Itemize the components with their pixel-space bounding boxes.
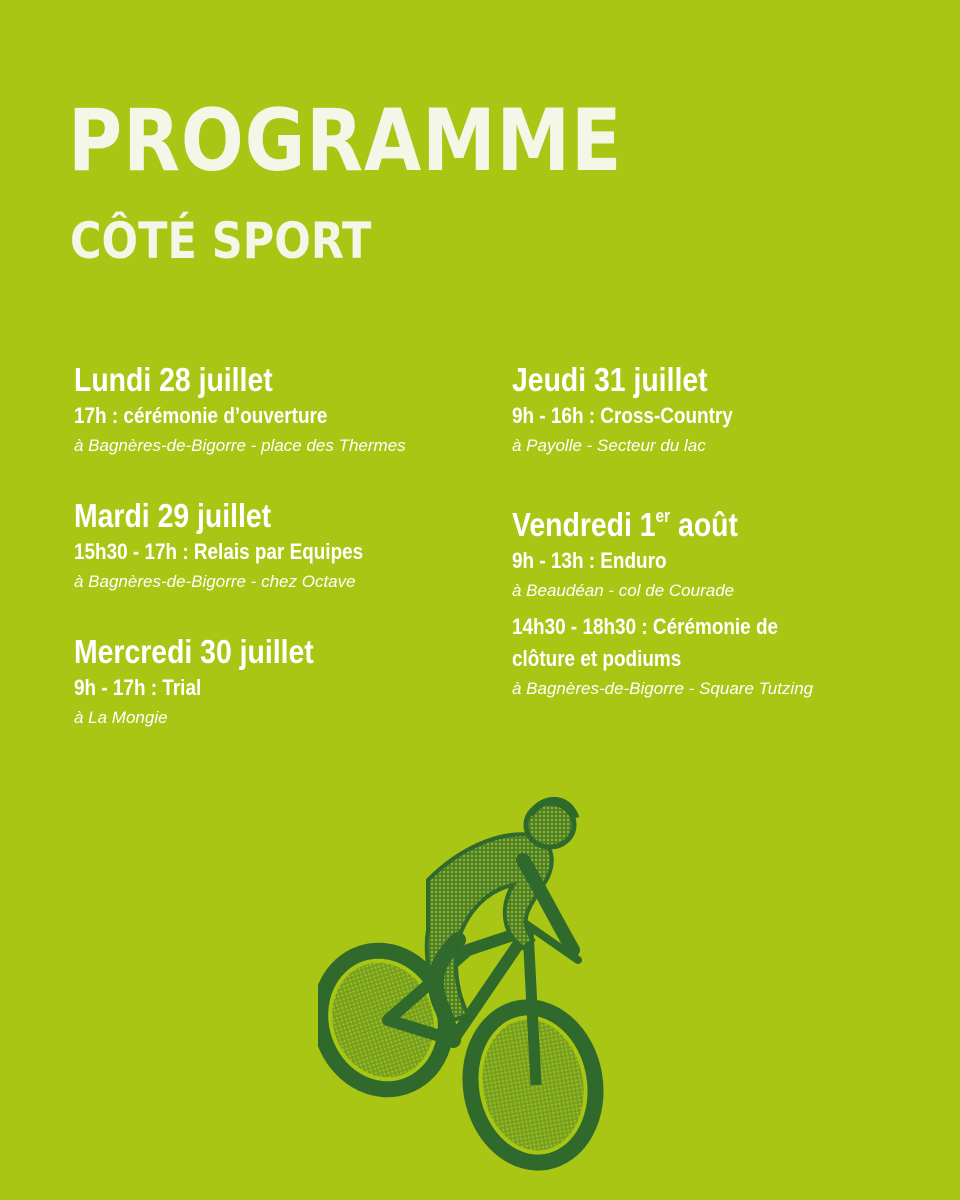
event-place: à Bagnères-de-Bigorre - place des Thermes xyxy=(74,436,406,455)
schedule-left-column xyxy=(74,360,410,732)
event-tuesday xyxy=(74,496,410,596)
mountain-bike-rider-icon xyxy=(318,790,618,1190)
event-monday xyxy=(74,360,410,460)
event-day-ordinal: er xyxy=(655,506,671,526)
event-time: 15h30 - 17h : Relais par Equipes xyxy=(74,539,364,564)
event-day: Lundi 28 juillet xyxy=(74,361,273,398)
event-day: Jeudi 31 juillet xyxy=(512,361,708,398)
event-time: 17h : cérémonie d’ouverture xyxy=(74,403,328,428)
event-friday xyxy=(512,496,821,703)
event-place: à La Mongie xyxy=(74,708,168,727)
event-place: à Beaudéan - col de Courade xyxy=(512,581,735,600)
event-wednesday xyxy=(74,632,410,732)
event-day: Mardi 29 juillet xyxy=(74,497,272,534)
event-place: à Payolle - Secteur du lac xyxy=(512,436,706,455)
mountain-bike-rider-icon xyxy=(318,790,618,1195)
event-time-line1: 14h30 - 18h30 : Cérémonie de xyxy=(512,614,779,639)
event-place: à Bagnères-de-Bigorre - chez Octave xyxy=(74,572,356,591)
event-time: 9h - 16h : Cross-Country xyxy=(512,403,733,428)
event-day-main: Vendredi 1 xyxy=(512,506,656,543)
schedule-right-column xyxy=(512,360,821,703)
page-title: PROGRAMME xyxy=(68,91,623,191)
event-time: 9h - 13h : Enduro xyxy=(512,548,667,573)
event-time-line2: clôture et podiums xyxy=(512,646,682,671)
event-day xyxy=(512,496,778,545)
event-thursday xyxy=(512,360,821,460)
page-subtitle: CÔTÉ SPORT xyxy=(70,212,372,270)
event-day-month: août xyxy=(670,506,738,543)
event-time: 9h - 17h : Trial xyxy=(74,675,202,700)
event-place: à Bagnères-de-Bigorre - Square Tutzing xyxy=(512,679,814,698)
event-day: Mercredi 30 juillet xyxy=(74,633,314,670)
